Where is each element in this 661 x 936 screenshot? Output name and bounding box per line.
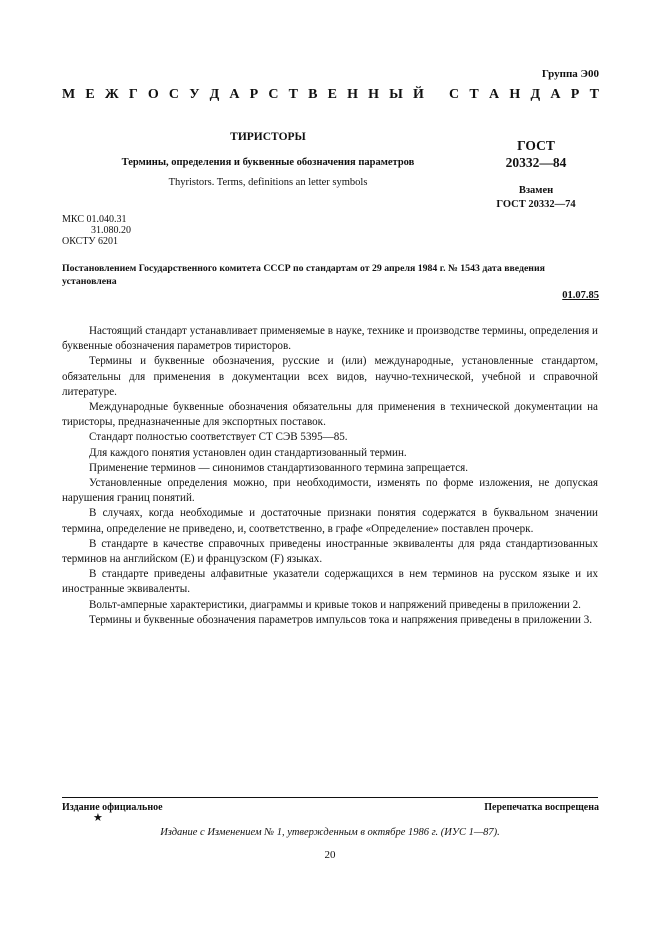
effective-date: 01.07.85	[562, 290, 599, 301]
gost-designation	[474, 137, 598, 171]
banner-word-standard: С Т А Н Д А Р Т	[449, 87, 599, 102]
paragraph: Термины и буквенные обозначения параметров импульсов тока и напряжения приведены в приложении 3.	[89, 613, 593, 626]
reprint-prohibited: Перепечатка воспрещена	[484, 802, 599, 813]
mks-code: МКС 01.040.31	[62, 214, 127, 225]
paragraph: Международные буквенные обозначения обязательны для применения в технической документации на тиристоры, предназначенные для экспортных поставок.	[62, 401, 598, 429]
document-subtitle: Термины, определения и буквенные обозначения параметров	[121, 157, 415, 168]
okstu-code: ОКСТУ 6201	[62, 236, 119, 247]
paragraph: Вольт-амперные характеристики, диаграммы и кривые токов и напряжений приведены в приложении 2.	[89, 598, 581, 611]
group-code: Группа Э00	[541, 68, 599, 80]
replaces-label: Взамен	[518, 185, 554, 196]
document-title: ТИРИСТОРЫ	[230, 131, 306, 143]
replaces-block	[474, 184, 598, 212]
english-title: Thyristors. Terms, definitions an letter symbols	[168, 177, 368, 188]
paragraph: Настоящий стандарт устанавливает применяемые в науке, технике и производстве термины, определения и буквенные обозначения параметров тиристоров.	[62, 325, 598, 353]
paragraph: В случаях, когда необходимые и достаточные признаки понятия содержатся в буквальном значении термина, определение не приведено, и, соответственно, в графе «Определение» поставлен прочерк.	[62, 507, 598, 535]
paragraph: Применение терминов — синонимов стандартизованного термина запрещается.	[89, 461, 469, 474]
footer-divider	[62, 797, 598, 798]
paragraph: Стандарт полностью соответствует СТ СЭВ 5395—85.	[89, 431, 348, 444]
paragraph: Термины и буквенные обозначения, русские и (или) международные, установленные стандартом, обязательны для применения в документации всех видов, научно-технической, учебной и справочной литературе.	[62, 355, 598, 398]
gost-label: ГОСТ	[517, 138, 555, 153]
paragraph: В стандарте приведены алфавитные указатели содержащихся в нем терминов на русском языке и их иностранные эквиваленты.	[62, 568, 598, 596]
classification-codes	[62, 214, 131, 247]
amendment-note: Издание с Изменением № 1, утвержденным в октябре 1986 г. (ИУС 1—87).	[160, 827, 500, 838]
star-icon: ★	[93, 812, 103, 824]
paragraph: Для каждого понятия установлен один стандартизованный термин.	[89, 446, 407, 459]
mks-code-second: 31.080.20	[91, 225, 131, 236]
page-number: 20	[324, 849, 336, 861]
banner-word-interstate: М Е Ж Г О С У Д А Р С Т В Е Н Н Ы Й	[62, 87, 424, 102]
gost-number: 20332—84	[505, 155, 567, 170]
paragraph: В стандарте в качестве справочных приведены иностранные эквиваленты для ряда стандартизованных терминов на английском (Е) и французском (F) языках.	[62, 537, 598, 566]
standard-banner	[62, 87, 599, 103]
paragraph: Установленные определения можно, при необходимости, изменять по форме изложения, не допуская нарушения границ понятий.	[62, 477, 598, 505]
official-edition: Издание официальное	[62, 802, 163, 813]
body-text	[62, 324, 598, 628]
replaces-number: ГОСТ 20332—74	[496, 199, 576, 210]
decree-text: Постановлением Государственного комитета СССР по стандартам от 29 апреля 1984 г. № 1543 дата введения установлена	[62, 263, 545, 287]
